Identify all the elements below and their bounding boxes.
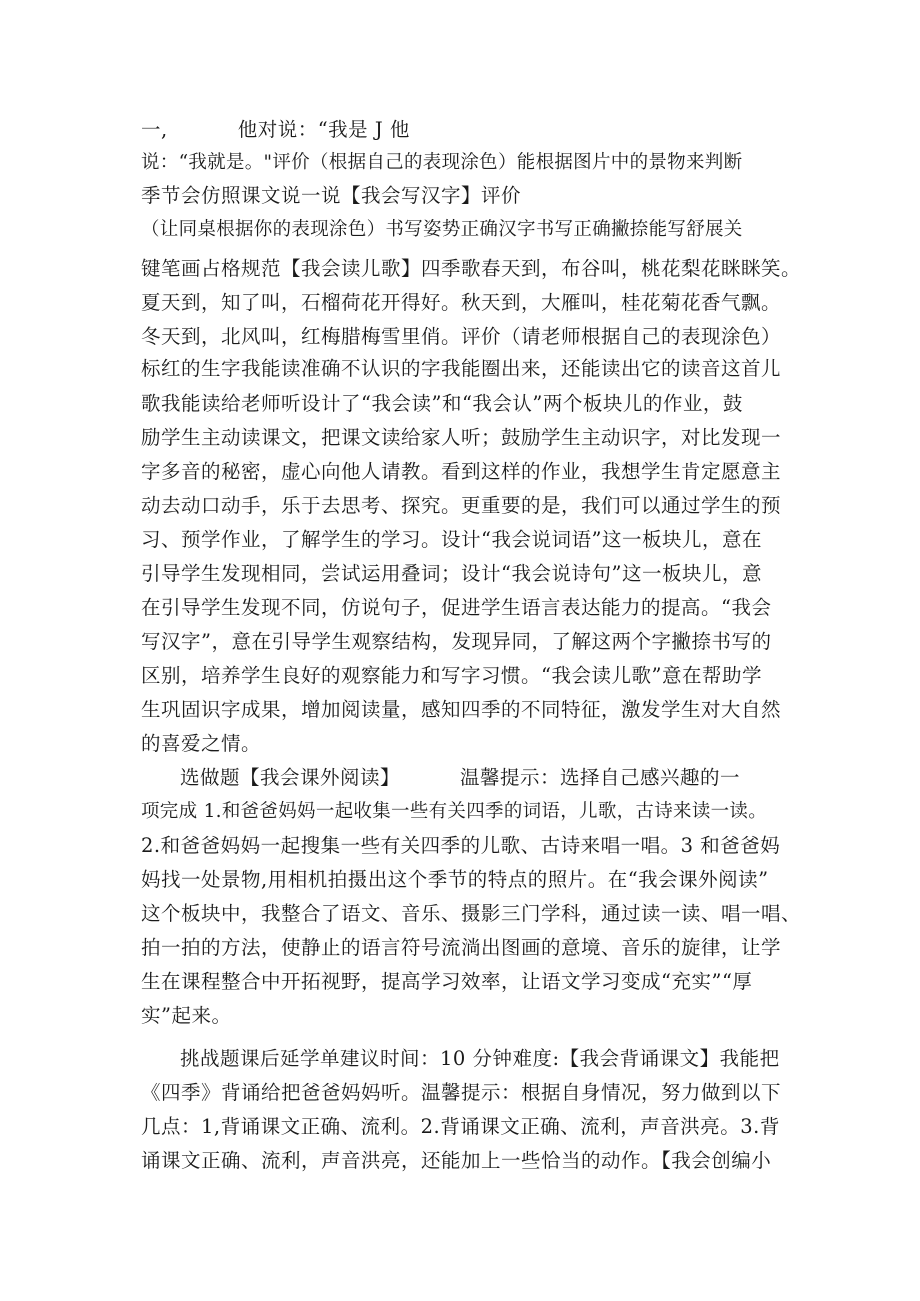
text-line: 2.和爸爸妈妈一起搜集一些有关四季的儿歌、古诗来唱一唱。3 和爸爸妈 [141,834,781,857]
text-line: 项完成 1.和爸爸妈妈一起收集一些有关四季的词语，儿歌，古诗来读一读。 [141,801,768,822]
text-line: 习、预学作业，了解学生的学习。设计“我会说词语”这一板块儿，意在 [141,528,762,551]
text-line: 几点：1,背诵课文正确、流利。2.背诵课文正确、流利，声音洪亮。3.背 [141,1115,780,1138]
text-line: 引导学生发现相同，尝试运用叠词；设计“我会说诗句”这一板块儿，意 [141,562,762,585]
text-line: 这个板块中，我整合了语文、音乐、摄影三门学科，通过读一读、唱一唱、 [141,902,802,925]
text-line: 夏天到，知了叫，石榴荷花开得好。秋天到，大雁叫，桂花菊花香气飘。 [141,291,782,314]
text-line: 励学生主动读课文，把课文读给家人听；鼓励学生主动识字，对比发现一 [141,426,782,449]
text-line: 冬天到，北风叫，红梅腊梅雪里俏。评价（请老师根据自己的表现涂色） [141,325,782,348]
text-line: 标红的生字我能读准确不认识的字我能圈出来，还能读出它的读音这首儿 [141,357,782,380]
text-line: 区别，培养学生良好的观察能力和写字习惯。“我会读儿歌”意在帮助学 [141,664,762,687]
text-line: 说：“我就是。"评价（根据自己的表现涂色）能根据图片中的景物来判断 [141,152,743,173]
heading-line [141,118,410,142]
text-line: 诵课文正确、流利，声音洪亮，还能加上一些恰当的动作。【我会创编小 [141,1149,772,1172]
text-line: 实”起来。 [141,1004,232,1027]
heading-quote: 他对说：“我是 J 他 [237,118,410,141]
text-line: 在引导学生发现不同，仿说句子，促进学生语言表达能力的提高。“我会 [141,596,772,619]
text-line: 拍一拍的方法，使静止的语言符号流淌出图画的意境、音乐的旋律，让学 [141,936,782,959]
text-line: 季节会仿照课文说一说【我会写汉字】评价 [141,184,522,207]
challenge-line: 挑战题课后延学单建议时间：10 分钟难度:【我会背诵课文】我能把 [180,1047,780,1070]
text-line: 生在课程整合中开拓视野，提高学习效率，让语文学习变成“充实”“厚 [141,970,753,993]
optional-heading-left: 选做题【我会课外阅读】 [180,766,401,789]
text-line: 写汉字”，意在引导学生观察结构，发现异同，了解这两个字撇捺书写的 [141,630,772,653]
text-line: 键笔画占格规范【我会读儿歌】四季歌春天到，布谷叫，桃花梨花眯眯笑。 [141,257,802,280]
text-line: 《四季》背诵给把爸爸妈妈听。温馨提示：根据自身情况，努力做到以下 [141,1081,782,1104]
text-line: 歌我能读给老师听设计了“我会读”和“我会认”两个板块儿的作业，鼓 [141,392,743,415]
text-line: 字多音的秘密，虚心向他人请教。看到这样的作业，我想学生肯定愿意主 [141,460,782,483]
text-line: 动去动口动手，乐于去思考、探究。更重要的是，我们可以通过学生的预 [141,494,782,517]
text-line: 的喜爱之情。 [141,732,262,755]
text-line: 妈找一处景物,用相机拍摄出这个季节的特点的照片。在“我会课外阅读” [141,868,769,891]
optional-heading-right: 温馨提示：选择自己感兴趣的一 [460,766,741,789]
text-line: 生巩固识字成果，增加阅读量，感知四季的不同特征，激发学生对大自然 [141,698,782,721]
text-line: （让同桌根据你的表现涂色）书写姿势正确汉字书写正确撇捺能写舒展关 [141,219,743,240]
heading-prefix: 一, [141,118,168,141]
optional-heading-line [180,766,740,790]
